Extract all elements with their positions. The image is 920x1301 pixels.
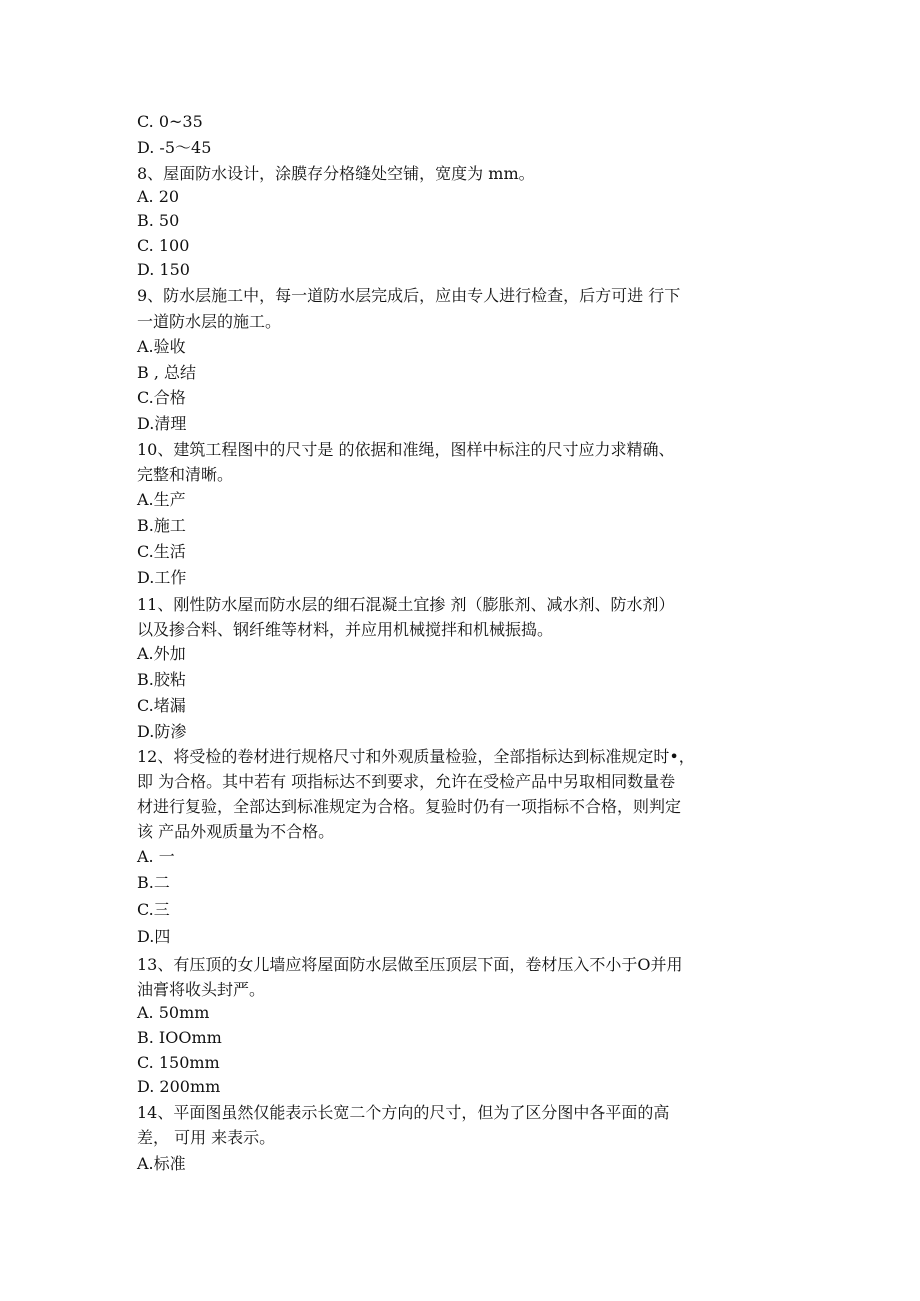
question-13-cont: 油膏将收头封严。 [137,980,266,999]
question-11: 11、刚性防水屋而防水层的细石混凝土宜掺 剂（膨胀剂、减水剂、防水剂） [137,595,675,614]
question-10: 10、建筑工程图中的尺寸是 的依据和准绳，图样中标注的尺寸应力求精确、 [137,440,675,459]
question-12-cont: 该 产品外观质量为不合格。 [137,822,335,841]
option-line: D. 200mm [137,1077,221,1096]
option-line: B. 50 [137,211,180,230]
option-line: D.四 [137,927,171,946]
question-12: 12、将受检的卷材进行规格尺寸和外观质量检验，全部指标达到标准规定时•， [137,747,695,766]
option-line: B.胶粘 [137,670,186,689]
option-line: C.合格 [137,388,186,407]
option-line: B.二 [137,873,170,892]
question-10-cont: 完整和清晰。 [137,465,234,484]
option-line: A.外加 [137,644,186,663]
question-9: 9、防水层施工中，每一道防水层完成后，应由专人进行检查，后方可进 行下 [137,286,681,305]
option-line: C. 150mm [137,1053,220,1072]
question-11-cont: 以及掺合料、钢纤维等材料，并应用机械搅拌和机械振捣。 [137,620,554,639]
text-line: D. -5～45 [137,138,212,157]
question-8: 8、屋面防水设计，涂膜存分格缝处空铺，宽度为 mm。 [137,164,535,183]
option-line: A. 50mm [137,1003,210,1022]
question-9-cont: 一道防水层的施工。 [137,312,282,331]
option-line: D.工作 [137,568,187,587]
text-line: C. 0~35 [137,112,203,131]
question-14: 14、平面图虽然仅能表示长宽二个方向的尺寸，但为了区分图中各平面的高 [137,1103,670,1122]
option-line: D.清理 [137,414,187,433]
option-line: B , 总结 [137,363,197,382]
question-13: 13、有压顶的女儿墙应将屋面防水层做至压顶层下面，卷材压入不小于O并用 [137,955,683,974]
option-line: A.生产 [137,490,186,509]
option-line: B. IOOmm [137,1028,222,1047]
option-line: A. 20 [137,187,180,206]
option-line: A.验收 [137,337,186,356]
option-line: C.堵漏 [137,696,186,715]
option-line: A.标准 [137,1154,186,1173]
option-line: A. 一 [137,847,175,866]
option-line: B.施工 [137,516,186,535]
question-14-cont: 差， 可用 来表示。 [137,1128,276,1147]
question-12-cont: 即 为合格。其中若有 项指标达不到要求，允许在受检产品中另取相同数量卷 [137,772,676,791]
option-line: D.防渗 [137,722,187,741]
option-line: D. 150 [137,260,190,279]
question-12-cont: 材进行复验，全部达到标准规定为合格。复验时仍有一项指标不合格，则判定 [137,797,682,816]
option-line: C. 100 [137,236,190,255]
option-line: C.生活 [137,542,186,561]
option-line: C.三 [137,900,170,919]
